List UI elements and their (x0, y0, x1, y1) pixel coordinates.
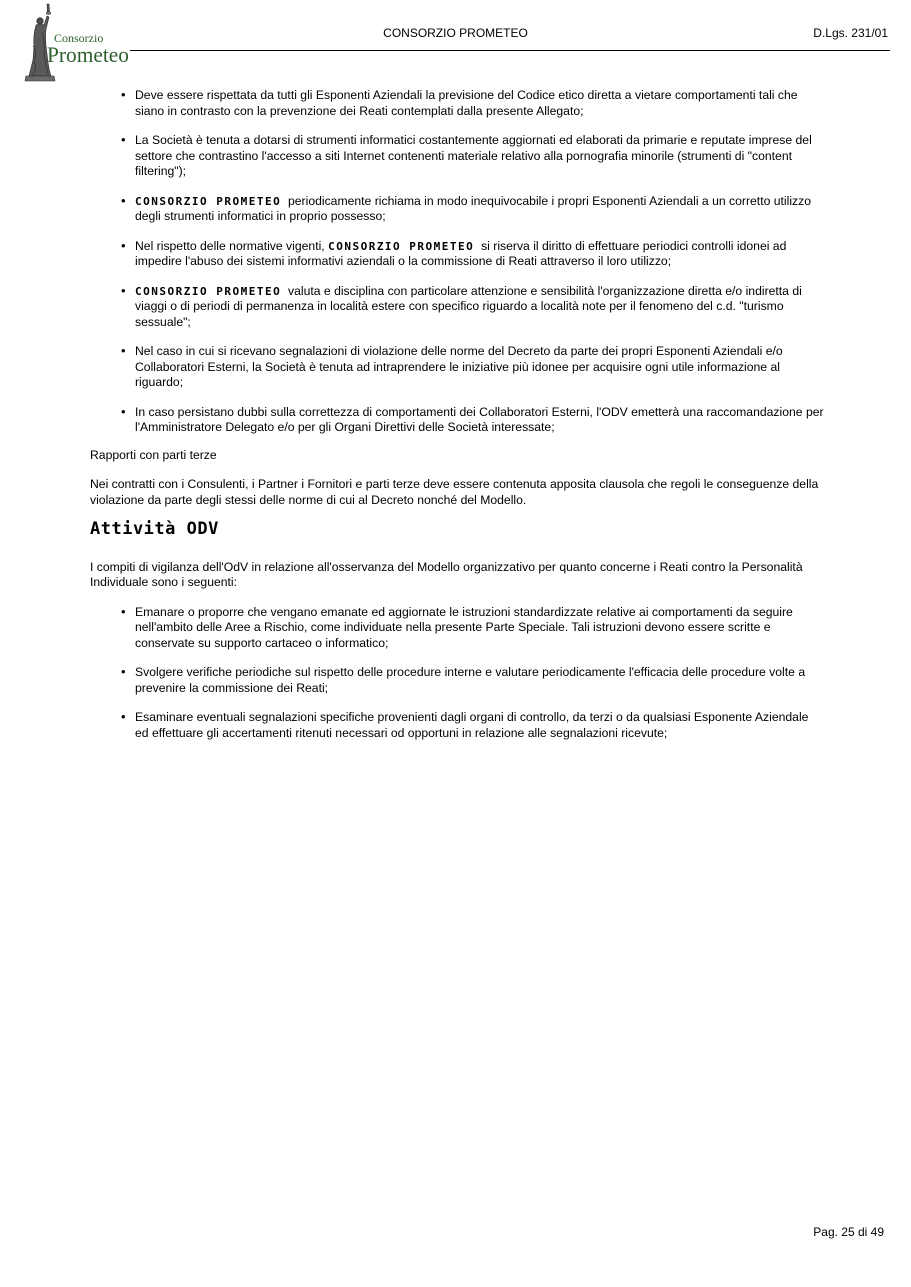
brand-name: CONSORZIO PROMETEO (328, 239, 475, 253)
section-title: Attività ODV (90, 519, 219, 539)
page-number: Pag. 25 di 49 (813, 1225, 884, 1239)
list-item: • Svolgere verifiche periodiche sul rispetto delle procedure interne e valutare periodicamente l'efficacia delle procedure volte a prevenire la commissione dei Reati; (135, 665, 825, 696)
header-title: CONSORZIO PROMETEO (383, 26, 528, 40)
paragraph-odv-intro: I compiti di vigilanza dell'OdV in relazione all'osservanza del Modello organizzativo per quanto concerne i Reati contro la Personalità Individuale sono i seguenti: (90, 559, 803, 589)
logo-text-bottom: Prometeo (47, 42, 129, 67)
brand-name: CONSORZIO PROMETEO (135, 194, 282, 208)
list-item: • Nel rispetto delle normative vigenti, CONSORZIO PROMETEO si riserva il diritto di effettuare periodici controlli idonei ad impedire l'abuso dei sistemi informativi aziendali o la commissione di Reati attraverso il loro utilizzo; (135, 239, 825, 270)
header-divider (130, 50, 890, 51)
header-law-reference: D.Lgs. 231/01 (813, 26, 888, 40)
prevention-rules-list (90, 88, 825, 436)
consorzio-prometeo-logo (18, 2, 133, 82)
list-item: • Deve essere rispettata da tutti gli Esponenti Aziendali la previsione del Codice etico diretta a vietare comportamenti tali che siano in contrasto con la prevenzione dei Reati contemplati dalla presente Allegato; (135, 88, 825, 119)
list-item: • Emanare o proporre che vengano emanate ed aggiornate le istruzioni standardizzate relative ai comportamenti da seguire nell'ambito delle Aree a Rischio, come individuate nella presente Parte Speciale. Tali istruzioni devono essere scritte e conservate su supporto cartaceo o informatico; (135, 605, 825, 652)
list-item: • La Società è tenuta a dotarsi di strumenti informatici costantemente aggiornati ed elaborati da primarie e reputate imprese del settore che contrastino l'accesso a siti Internet contenenti materiale relativo alla pornografia minorile (strumenti di "content filtering"); (135, 133, 825, 180)
logo-text-top: Consorzio (54, 31, 104, 45)
list-item: • CONSORZIO PROMETEO valuta e disciplina con particolare attenzione e sensibilità l'organizzazione diretta e/o indiretta di viaggi o di periodi di permanenza in località estere con specifico riguardo a località note per il fenomeno del c.d. "turismo sessuale"; (135, 284, 825, 331)
paragraph-rapporti: Nei contratti con i Consulenti, i Partner i Fornitori e parti terze deve essere contenuta apposita clausola che regoli le conseguenze della violazione da parte degli stessi delle norme di cui al Decreto nonché del Modello. (90, 477, 819, 507)
odv-tasks-list (90, 605, 825, 742)
list-item: • CONSORZIO PROMETEO periodicamente richiama in modo inequivocabile i propri Esponenti Aziendali a un corretto utilizzo degli strumenti informatici in proprio possesso; (135, 194, 825, 225)
page-content (90, 88, 825, 755)
list-item: • In caso persistano dubbi sulla correttezza di comportamenti dei Collaboratori Esterni, l'ODV emetterà una raccomandazione per l'Amministratore Delegato e/o per gli Organi Direttivi delle Società interessate; (135, 405, 825, 436)
brand-name: CONSORZIO PROMETEO (135, 284, 282, 298)
prometheus-statue-icon (18, 2, 133, 82)
list-item: • Esaminare eventuali segnalazioni specifiche provenienti dagli organi di controllo, da terzi o da qualsiasi Esponente Aziendale ed effettuare gli accertamenti ritenuti necessari od opportuni in relazione alle segnalazioni ricevute; (135, 710, 825, 741)
subheading-rapporti: Rapporti con parti terze (90, 447, 217, 462)
list-item: • Nel caso in cui si ricevano segnalazioni di violazione delle norme del Decreto da parte dei propri Esponenti Aziendali e/o Collaboratori Esterni, la Società è tenuta ad intraprendere le iniziative più idonee per acquisire ogni utile informazione al riguardo; (135, 344, 825, 391)
